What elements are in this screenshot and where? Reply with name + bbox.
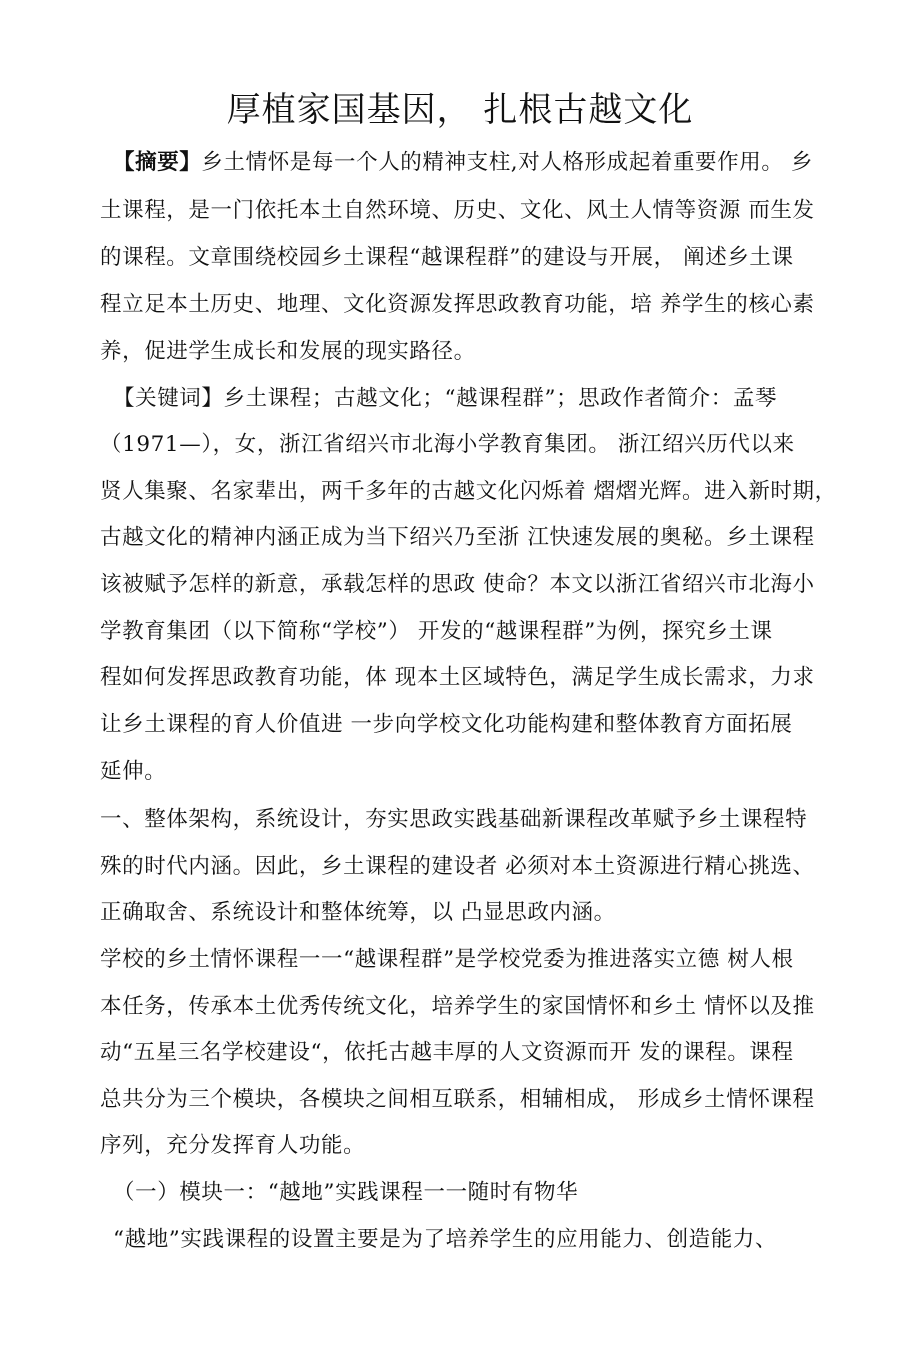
subsection-heading-line: （一）模块一：“越地”实践课程一一随时有物华 xyxy=(113,1180,579,1205)
paragraph-line: 的课程。文章围绕校园乡土课程“越课程群”的建设与开展， 阐述乡土课 xyxy=(100,245,794,270)
paragraph-line: 殊的时代内涵。因此，乡土课程的建设者 必须对本土资源进行精心挑选、 xyxy=(100,854,815,879)
paragraph-line: 本任务，传承本土优秀传统文化，培养学生的家国情怀和乡土 情怀以及推 xyxy=(100,994,815,1019)
document-title: 厚植家国基因， 扎根古越文化 xyxy=(226,90,694,130)
keywords-line: 【关键词】乡土课程；古越文化；“越课程群”；思政作者简介：孟琴 xyxy=(113,386,778,411)
paragraph-line: 程立足本土历史、地理、文化资源发挥思政教育功能，培 养学生的核心素 xyxy=(100,292,815,317)
paragraph-line: 让乡土课程的育人价值进 一步向学校文化功能构建和整体教育方面拓展 xyxy=(100,712,793,737)
paragraph-line: 学教育集团（以下简称“学校”） 开发的“越课程群”为例，探究乡土课 xyxy=(100,619,773,644)
paragraph-line: 动“五星三名学校建设“，依托古越丰厚的人文资源而开 发的课程。课程 xyxy=(100,1040,794,1065)
paragraph-line: 序列，充分发挥育人功能。 xyxy=(100,1133,366,1158)
abstract-text: 乡土情怀是每一个人的精神支柱,对人格形成起着重要作用。 乡 xyxy=(201,150,813,175)
abstract-line xyxy=(113,148,853,178)
paragraph-line: “越地”实践课程的设置主要是为了培养学生的应用能力、创造能力、 xyxy=(113,1227,778,1252)
abstract-label: 【摘要】 xyxy=(113,150,202,175)
paragraph-line: 学校的乡土情怀课程一一“越课程群”是学校党委为推进落实立德 树人根 xyxy=(100,947,794,972)
section-heading-line: 一、整体架构，系统设计，夯实思政实践基础新课程改革赋予乡土课程特 xyxy=(100,807,808,832)
paragraph-line: 土课程，是一门依托本土自然环境、历史、文化、风土人情等资源 而生发 xyxy=(100,198,815,223)
paragraph-line: 程如何发挥思政教育功能，体 现本土区域特色，满足学生成长需求，力求 xyxy=(100,665,815,690)
paragraph-line: 总共分为三个模块，各模块之间相互联系，相辅相成， 形成乡土情怀课程 xyxy=(100,1087,815,1112)
paragraph-line: 该被赋予怎样的新意，承载怎样的思政 使命？本文以浙江省绍兴市北海小 xyxy=(100,572,815,597)
paragraph-line: 正确取舍、系统设计和整体统筹，以 凸显思政内涵。 xyxy=(100,900,616,925)
paragraph-line: 延伸。 xyxy=(100,759,167,784)
paragraph-line: 古越文化的精神内涵正成为当下绍兴乃至浙 江快速发展的奥秘。乡土课程 xyxy=(100,525,815,550)
paragraph-line: 养，促进学生成长和发展的现实路径。 xyxy=(100,339,476,364)
paragraph-line: 贤人集聚、名家辈出，两千多年的古越文化闪烁着 熠熠光辉。进入新时期， xyxy=(100,479,837,504)
paragraph-line: （1971—），女，浙江省绍兴市北海小学教育集团。 浙江绍兴历代以来 xyxy=(100,432,795,457)
